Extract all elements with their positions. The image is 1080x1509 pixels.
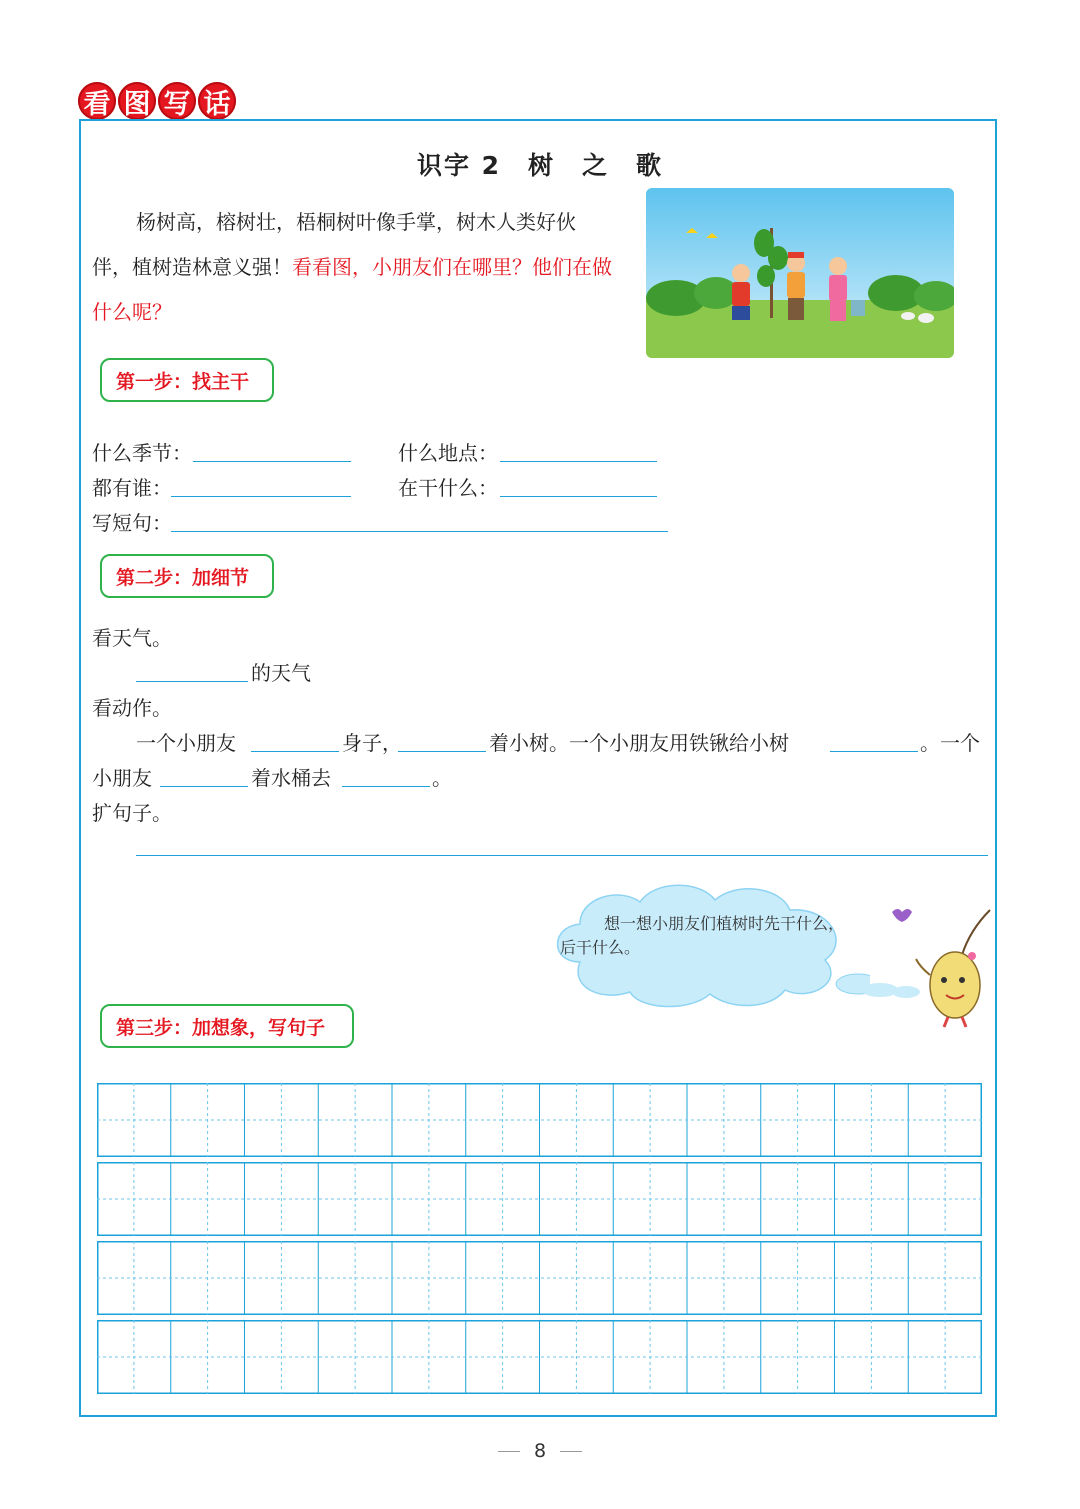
page-number bbox=[0, 1440, 1080, 1462]
season-label: 什么季节： bbox=[92, 441, 192, 465]
action-line1-a: 一个小朋友 bbox=[136, 731, 236, 755]
expand-heading: 扩句子。 bbox=[92, 801, 172, 825]
doing-blank[interactable] bbox=[500, 496, 657, 497]
intro-question: 看看图，小朋友们在哪里？他们在做什么呢？ bbox=[92, 255, 612, 324]
who-blank[interactable] bbox=[171, 496, 351, 497]
intro-paragraph bbox=[92, 200, 612, 335]
page-title: 识字 2 树 之 歌 bbox=[416, 151, 664, 180]
action-line2-a: 小朋友 bbox=[92, 766, 152, 790]
action-line1-c: 着小树。一个小朋友用铁锹给小树 bbox=[489, 731, 789, 755]
place-label: 什么地点： bbox=[398, 441, 498, 465]
action-line1-b: 身子， bbox=[342, 731, 402, 755]
action-blank-3[interactable] bbox=[830, 751, 918, 752]
tree-planting-illustration bbox=[646, 188, 954, 358]
badge-char: 图 bbox=[118, 82, 156, 120]
action-heading: 看动作。 bbox=[92, 696, 172, 720]
page-number-value: 8 bbox=[533, 1440, 547, 1462]
step-one-label: 第一步：找主干 bbox=[100, 358, 274, 402]
step-two-label: 第二步：加细节 bbox=[100, 554, 274, 598]
place-blank[interactable] bbox=[500, 461, 657, 462]
sentence-label: 写短句： bbox=[92, 511, 172, 535]
intro-text: 杨树高，榕树壮，梧桐树叶像手掌，树木人类好伙伴，植树造林意义强！ bbox=[92, 210, 576, 279]
badge-char: 看 bbox=[78, 82, 116, 120]
action-line2-b: 着水桶去 bbox=[251, 766, 331, 790]
step-three-label: 第三步：加想象，写句子 bbox=[100, 1004, 354, 1048]
badge-char: 写 bbox=[158, 82, 196, 120]
weather-heading: 看天气。 bbox=[92, 626, 172, 650]
writing-grid-row[interactable] bbox=[97, 1320, 982, 1394]
who-label: 都有谁： bbox=[92, 476, 172, 500]
action-line1-d: 。一个 bbox=[920, 731, 980, 755]
page-number-dash bbox=[498, 1451, 520, 1452]
action-line2-c: 。 bbox=[432, 766, 452, 790]
section-badge bbox=[78, 82, 236, 120]
thought-text: 想一想小朋友们植树时先干什么，后干什么。 bbox=[560, 914, 845, 957]
action-blank-2[interactable] bbox=[398, 751, 486, 752]
expand-blank[interactable] bbox=[136, 855, 988, 856]
weather-suffix: 的天气 bbox=[251, 661, 311, 685]
page-number-dash bbox=[560, 1451, 582, 1452]
writing-grid-row[interactable] bbox=[97, 1241, 982, 1315]
action-blank-4[interactable] bbox=[160, 786, 248, 787]
writing-grid-row[interactable] bbox=[97, 1083, 982, 1157]
seed-mascot-icon bbox=[830, 900, 1000, 1030]
writing-grid-row[interactable] bbox=[97, 1162, 982, 1236]
doing-label: 在干什么： bbox=[398, 476, 498, 500]
action-blank-5[interactable] bbox=[342, 786, 430, 787]
season-blank[interactable] bbox=[193, 461, 351, 462]
weather-blank[interactable] bbox=[136, 681, 248, 682]
sentence-blank[interactable] bbox=[171, 531, 668, 532]
badge-char: 话 bbox=[198, 82, 236, 120]
action-blank-1[interactable] bbox=[251, 751, 339, 752]
